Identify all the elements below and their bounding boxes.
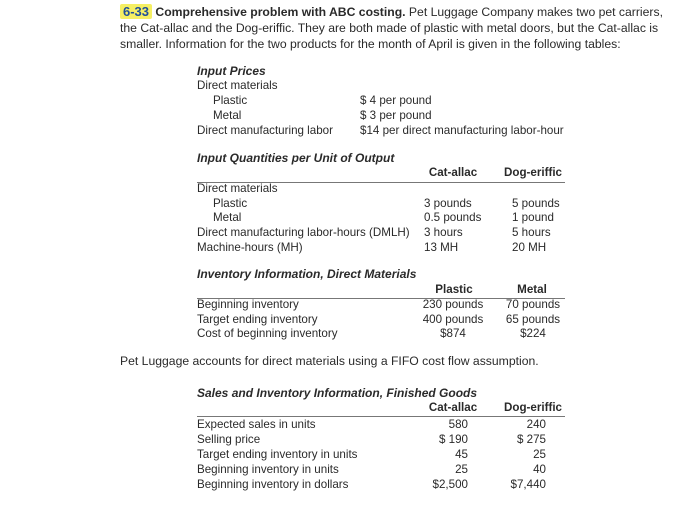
problem-title: Comprehensive problem with ABC costing. xyxy=(155,5,406,19)
fg-row-cat: 45 xyxy=(455,448,468,461)
iq-row-dog: 20 MH xyxy=(512,241,547,254)
input-prices-plastic-value: $ 4 per pound xyxy=(360,94,432,107)
input-prices-plastic-label: Plastic xyxy=(213,94,248,107)
inv-row-label: Beginning inventory xyxy=(197,298,299,311)
iq-row-dog: 1 pound xyxy=(512,211,554,224)
input-prices-metal-label: Metal xyxy=(213,109,242,122)
problem-number: 6-33 xyxy=(120,4,152,19)
input-prices-heading: Input Prices xyxy=(197,64,266,78)
fg-col-cat: Cat-allac xyxy=(428,401,478,414)
inv-col-metal: Metal xyxy=(517,283,547,296)
fg-row-label: Selling price xyxy=(197,433,261,446)
input-prices-dm-label: Direct materials xyxy=(197,79,278,92)
input-prices-metal-value: $ 3 per pound xyxy=(360,109,432,122)
input-prices-labor-label: Direct manufacturing labor xyxy=(197,124,333,137)
inv-row-plastic: 230 pounds xyxy=(422,298,484,311)
inv-row-metal: $224 xyxy=(520,327,546,340)
fg-row-label: Expected sales in units xyxy=(197,418,316,431)
iq-row-cat: 3 pounds xyxy=(424,197,472,210)
inv-row-metal: 65 pounds xyxy=(505,313,561,326)
fg-row-dog: 40 xyxy=(533,463,546,476)
iq-col-cat: Cat-allac xyxy=(428,166,478,179)
input-quantities-heading: Input Quantities per Unit of Output xyxy=(197,151,395,165)
inv-row-metal: 70 pounds xyxy=(505,298,561,311)
iq-row-label: Plastic xyxy=(213,197,248,210)
iq-row-label: Metal xyxy=(213,211,242,224)
fg-col-dog: Dog-eriffic xyxy=(504,401,562,414)
fg-row-cat: $ 190 xyxy=(438,433,468,446)
fg-row-cat: 25 xyxy=(455,463,468,476)
fg-row-label: Target ending inventory in units xyxy=(197,448,358,461)
problem-text: Pet Luggage Company makes two pet carriers, the Cat-allac and the Dog-eriffic. They are both made of plastic with metal doors, but the Cat-allac is smaller. Information for the two products for the month of April is given in the following tables: xyxy=(120,5,663,51)
fg-row-dog: 240 xyxy=(526,418,546,431)
problem-intro xyxy=(120,4,680,52)
fifo-note: Pet Luggage accounts for direct materials using a FIFO cost flow assumption. xyxy=(120,354,539,368)
fg-header-rule xyxy=(197,416,565,417)
iq-row-cat: 13 MH xyxy=(424,241,459,254)
inventory-dm-heading: Inventory Information, Direct Materials xyxy=(197,267,417,281)
fg-row-cat: 580 xyxy=(448,418,468,431)
iq-dm-label: Direct materials xyxy=(197,182,278,195)
inv-row-label: Cost of beginning inventory xyxy=(197,327,338,340)
fg-row-dog: 25 xyxy=(533,448,546,461)
inv-col-plastic: Plastic xyxy=(435,283,473,296)
inv-row-plastic: $874 xyxy=(440,327,466,340)
iq-col-dog: Dog-eriffic xyxy=(504,166,562,179)
iq-row-dog: 5 hours xyxy=(512,226,551,239)
fg-row-dog: $7,440 xyxy=(510,478,546,491)
iq-row-label: Machine-hours (MH) xyxy=(197,241,303,254)
iq-row-cat: 3 hours xyxy=(424,226,463,239)
input-prices-labor-value: $14 per direct manufacturing labor-hour xyxy=(360,124,564,137)
fg-row-label: Beginning inventory in units xyxy=(197,463,339,476)
sales-inventory-heading: Sales and Inventory Information, Finished Goods xyxy=(197,386,478,400)
fg-row-label: Beginning inventory in dollars xyxy=(197,478,349,491)
fg-row-dog: $ 275 xyxy=(516,433,546,446)
inv-row-plastic: 400 pounds xyxy=(422,313,484,326)
iq-row-cat: 0.5 pounds xyxy=(424,211,482,224)
iq-row-label: Direct manufacturing labor-hours (DMLH) xyxy=(197,226,410,239)
fg-row-cat: $2,500 xyxy=(432,478,468,491)
inv-row-label: Target ending inventory xyxy=(197,313,318,326)
iq-row-dog: 5 pounds xyxy=(512,197,560,210)
